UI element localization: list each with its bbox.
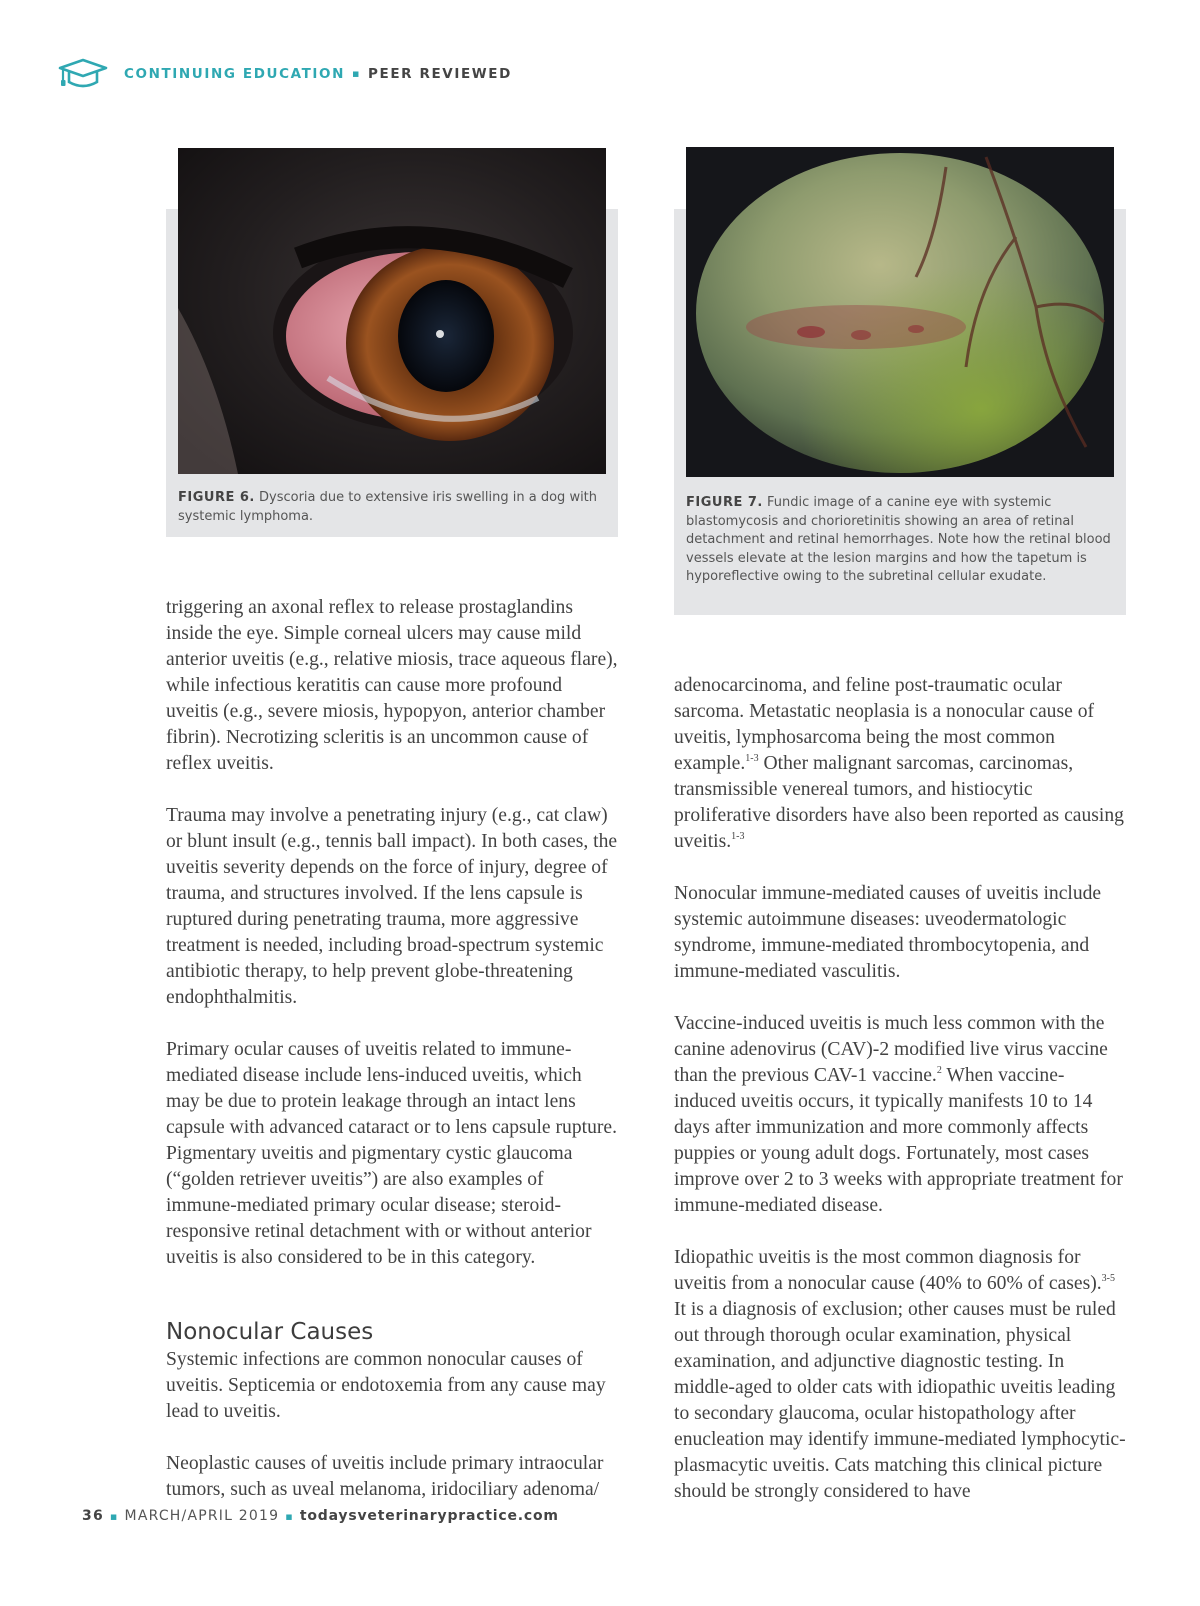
paragraph-immune-mediated: Nonocular immune-mediated causes of uveitis include systemic autoimmune diseases: uveodermatologic syndrome, immune-mediated thrombocytopenia, and immune-mediated vasculitis. bbox=[674, 883, 1102, 982]
figure-7-label: FIGURE 7. bbox=[686, 495, 763, 510]
reference-superscript: 1-3 bbox=[745, 753, 759, 764]
paragraph-text: Other malignant sarcomas, carcinomas, transmissible venereal tumors, and histiocytic proliferative disorders have also been reported as causing uveitis. bbox=[674, 753, 1124, 852]
paragraph-text: Idiopathic uveitis is the most common diagnosis for uveitis from a nonocular cause (40% to 60% of cases). bbox=[674, 1247, 1102, 1294]
section-label: CONTINUING EDUCATION bbox=[124, 66, 345, 82]
paragraph-text: When vaccine-induced uveitis occurs, it typically manifests 10 to 14 days after immunization and more commonly affects puppies or young adult dogs. Fortunately, most cases improve over 2 to 3 weeks with appropriate treatment for immune-mediated disease. bbox=[674, 1065, 1123, 1216]
page-header bbox=[56, 56, 512, 92]
figure-7-image bbox=[686, 147, 1114, 477]
page-footer bbox=[82, 1508, 559, 1524]
right-column bbox=[674, 673, 1126, 1531]
paragraph-text: Vaccine-induced uveitis is much less common with the canine adenovirus (CAV)-2 modified live virus vaccine than the previous CAV-1 vaccine. bbox=[674, 1013, 1108, 1086]
paragraph-text: It is a diagnosis of exclusion; other causes must be ruled out through thorough ocular examination, physical examination, and adjunctive diagnostic testing. In middle-aged to older cats with idiopathic uveitis leading to secondary glaucoma, ocular histopathology after enucleation may identify immune-mediated lymphocytic-plasmacytic uveitis. Cats matching this clinical picture should be strongly considered to have bbox=[674, 1299, 1126, 1502]
peer-reviewed-label: PEER REVIEWED bbox=[368, 66, 512, 82]
website-link[interactable]: todaysveterinarypractice.com bbox=[299, 1508, 559, 1524]
header-separator: ▪ bbox=[351, 66, 362, 80]
figure-7-caption bbox=[686, 494, 1114, 587]
paragraph-vaccine-induced bbox=[674, 1011, 1126, 1219]
figure-6-caption bbox=[178, 489, 598, 526]
paragraph-text: adenocarcinoma, and feline post-traumatic ocular sarcoma. Metastatic neoplasia is a nonocular cause of uveitis, lymphosarcoma being the most common example. bbox=[674, 675, 1095, 774]
paragraph-trauma: Trauma may involve a penetrating injury (e.g., cat claw) or blunt insult (e.g., tennis ball impact). In both cases, the uveitis severity depends on the force of injury, degree of trauma, and structures involved. If the lens capsule is ruptured during penetrating trauma, more aggressive treatment is needed, including broad-spectrum systemic antibiotic therapy, to help prevent globe-threatening endophthalmitis. bbox=[166, 805, 618, 1008]
footer-separator: ▪ bbox=[109, 1510, 119, 1523]
reference-superscript: 1-3 bbox=[731, 831, 745, 842]
reference-superscript: 3-5 bbox=[1101, 1273, 1116, 1284]
figure-6-image bbox=[178, 148, 606, 474]
paragraph-systemic-infections: Systemic infections are common nonocular causes of uveitis. Septicemia or endotoxemia from any cause may lead to uveitis. bbox=[166, 1349, 606, 1422]
page-number: 36 bbox=[82, 1508, 104, 1524]
figure-7-caption-text: Fundic image of a canine eye with systemic blastomycosis and chorioretinitis showing an area of retinal detachment and retinal hemorrhages. Note how the retinal blood vessels elevate at the lesion margins and how the tapetum is hyporeflective owing to the subretinal cellular exudate. bbox=[686, 495, 1111, 584]
figure-6-label: FIGURE 6. bbox=[178, 490, 255, 505]
reference-superscript: 2 bbox=[936, 1065, 942, 1076]
figure-6-caption-text: Dyscoria due to extensive iris swelling in a dog with systemic lymphoma. bbox=[178, 490, 598, 524]
section-heading-nonocular-causes: Nonocular Causes bbox=[166, 1319, 374, 1345]
paragraph-reflex-uveitis: triggering an axonal reflex to release prostaglandins inside the eye. Simple corneal ulcers may cause mild anterior uveitis (e.g., relative miosis, trace aqueous flare), while infectious keratitis can cause more profound uveitis (e.g., severe miosis, hypopyon, anterior chamber fibrin). Necrotizing scleritis is an uncommon cause of reflex uveitis. bbox=[166, 597, 618, 774]
paragraph-neoplasia-continued bbox=[674, 673, 1126, 855]
issue-date: MARCH/APRIL 2019 bbox=[124, 1508, 280, 1524]
left-column bbox=[166, 595, 618, 1529]
paragraph-neoplastic-causes: Neoplastic causes of uveitis include primary intraocular tumors, such as uveal melanoma, iridociliary adenoma/ bbox=[166, 1453, 604, 1500]
paragraph-idiopathic-uveitis bbox=[674, 1245, 1126, 1505]
paragraph-primary-ocular-causes: Primary ocular causes of uveitis related to immune-mediated disease include lens-induced uveitis, which may be due to protein leakage through an intact lens capsule with advanced cataract or to lens capsule rupture. Pigmentary uveitis and pigmentary cystic glaucoma (“golden retriever uveitis”) are also examples of immune-mediated primary ocular disease; steroid-responsive retinal detachment with or without anterior uveitis is also considered to be in this category. bbox=[166, 1039, 618, 1268]
graduation-cap-icon bbox=[56, 57, 110, 91]
footer-separator: ▪ bbox=[285, 1510, 294, 1523]
